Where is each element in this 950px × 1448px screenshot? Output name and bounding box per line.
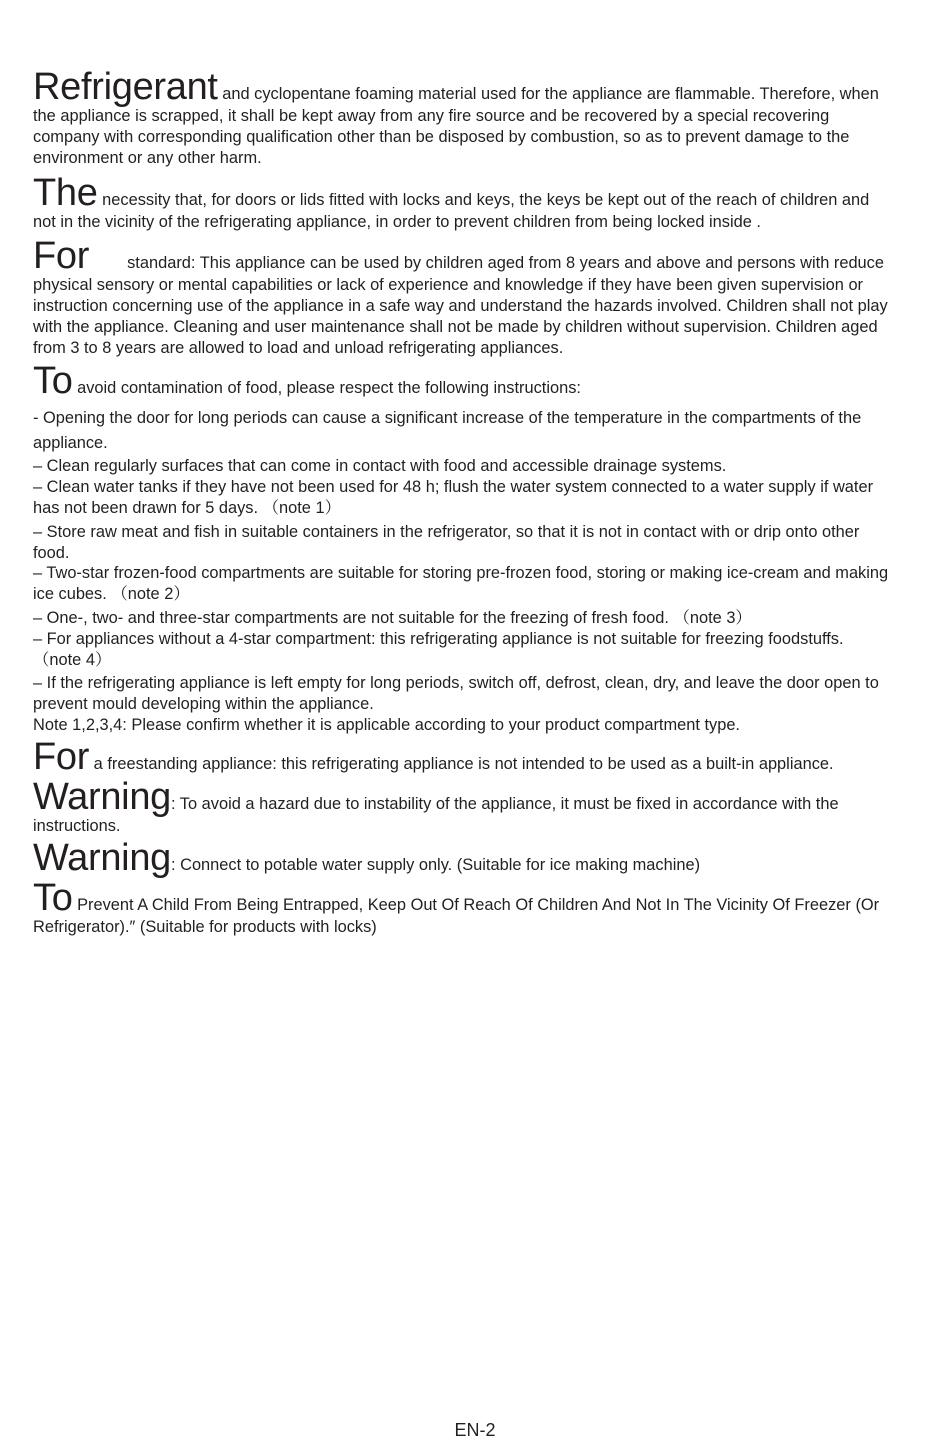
paragraph-text: necessity that, for doors or lids fitted with locks and keys, the keys be kept out of the reach of children and not in the vicinity of the refrigerating appliance, in order to prevent children from being locked inside .: [33, 191, 870, 232]
page-number: EN-2: [454, 1420, 496, 1440]
paragraph-text: Prevent A Child From Being Entrapped, Keep Out Of Reach Of Children And Not In The Vicinity Of Freezer (Or Refrigerator).″ (Suitable for products with locks): [33, 895, 880, 936]
paragraph-warning-stability: [33, 775, 891, 837]
list-item: – Two-star frozen-food compartments are suitable for storing pre-frozen food, storing or making ice-cream and making ice cubes. （note 2）: [33, 564, 889, 604]
document-body: [33, 68, 891, 940]
paragraph-entrapment: [33, 876, 891, 938]
lead-word: The: [33, 172, 98, 215]
paragraph-locks: [33, 174, 891, 233]
lead-word: Warning: [33, 775, 171, 818]
lead-word: For: [33, 735, 90, 778]
instruction-list: [33, 406, 891, 735]
list-item: – Clean water tanks if they have not been used for 48 h; flush the water system connected to a water supply if water has not been drawn for 5 days. （note 1）: [33, 478, 874, 517]
paragraph-freestanding: [33, 735, 891, 778]
lead-word: Warning: [33, 836, 171, 879]
list-item: – For appliances without a 4-star compartment: this refrigerating appliance is not suitable for freezing foodstuffs. （note 4）: [33, 629, 844, 669]
list-item: - Opening the door for long periods can cause a significant increase of the temperature in the compartments of the appliance.: [33, 409, 862, 453]
lead-word: To: [33, 876, 73, 919]
lead-word: Refrigerant: [33, 66, 218, 108]
list-item: – If the refrigerating appliance is left empty for long periods, switch off, defrost, clean, dry, and leave the door open to prevent mould developing within the appliance.: [33, 674, 879, 714]
paragraph-text: standard: This appliance can be used by children aged from 8 years and above and persons with reduce physical sensory or mental capabilities or lack of experience and knowledge if they have been given supervision or instruction concerning use of the appliance in a safe way and understand the hazards involved. Children shall not play with the appliance. Cleaning and user maintenance shall not be made by children without supervision. Children aged from 3 to 8 years are allowed to load and unload refrigerating appliances.: [33, 254, 888, 357]
paragraph-text: : To avoid a hazard due to instability of the appliance, it must be fixed in accordance with the instructions.: [33, 794, 839, 835]
list-item: – Clean regularly surfaces that can come in contact with food and accessible drainage systems.: [33, 457, 727, 476]
list-item: – One-, two- and three-star compartments are not suitable for the freezing of fresh food. （note 3）: [33, 608, 752, 627]
paragraph-text: avoid contamination of food, please respect the following instructions:: [72, 379, 581, 398]
paragraph-refrigerant: [33, 68, 891, 168]
paragraph-text: and cyclopentane foaming material used for the appliance are flammable. Therefore, when the appliance is scrapped, it shall be kept away from any fire source and be recovered by a special recovering company with corresponding qualification other than be disposed by combustion, so as to prevent damage to the environment or any other harm.: [33, 85, 879, 167]
paragraph-text: : Connect to potable water supply only. (Suitable for ice making machine): [171, 855, 701, 874]
paragraph-text: a freestanding appliance: this refrigerating appliance is not intended to be used as a built-in appliance.: [89, 754, 834, 773]
paragraph-warning-water: [33, 836, 891, 879]
list-item: – Store raw meat and fish in suitable containers in the refrigerator, so that it is not in contact with or drip onto other food.: [33, 522, 860, 562]
lead-word: To: [33, 360, 73, 403]
paragraph-standard: [33, 237, 891, 358]
paragraph-contamination: [33, 360, 891, 403]
note-line: Note 1,2,3,4: Please confirm whether it is applicable according to your product compartment type.: [33, 715, 740, 734]
lead-word: For: [33, 235, 90, 278]
